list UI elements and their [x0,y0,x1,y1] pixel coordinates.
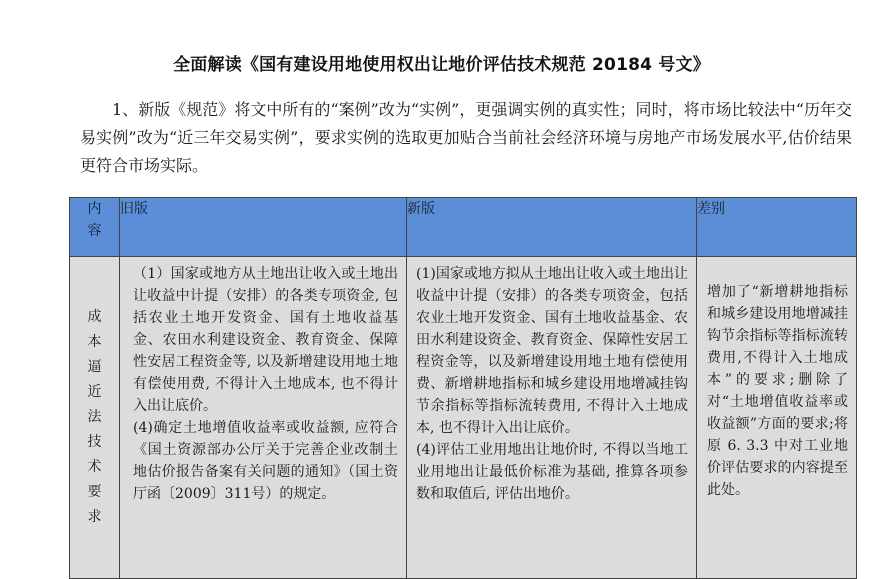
comparison-table [69,197,857,579]
table-header-row [70,198,857,257]
new-clause-4: (4)评估工业用地出让地价时, 不得以当地工业用地出让最低价标准为基础, 推算各项参数和取值后, 评估出地价。 [416,442,688,502]
old-version-cell [120,257,407,579]
row-label-cell [70,257,120,579]
header-difference: 差别 [697,198,857,257]
header-old-version: 旧版 [120,198,407,257]
header-new-version: 新版 [407,198,697,257]
header-content-label: 内 容 [87,201,102,239]
intro-paragraph: 1、新版《规范》将文中所有的“案例”改为“实例”，更强调实例的真实性；同时，将市场比较法中“历年交易实例”改为“近三年交易实例”，要求实例的选取更加贴合当前社会经济环境与房地产市场发展水平,估价结果更符合市场实际。 [80,100,852,175]
new-clause-1: (1)国家或地方拟从土地出让收入或土地出让收益中计提（安排）的各类专项资金，包括农业土地开发资金、国有土地收益基金、农田水利建设资金、教育资金、保障性安居工程资金等，以及新增建设用地土地有偿使用费、新增耕地指标和城乡建设用地增减挂钩节余指标等指标流转费用, 不得计入土地成本, 也不得计入出让底价。 [416,266,688,436]
row-label: 成 本 逼 近 法 技 术 要 求 [87,309,102,525]
difference-cell [697,257,857,579]
old-clause-4: (4)确定土地增值收益率或收益额, 应符合《国土资源部办公厅关于完善企业改制土地估价报告备案有关问题的通知》（国土资厅函〔2009〕311号）的规定。 [133,420,398,502]
old-clause-1: （1）国家或地方从土地出让收入或土地出让收益中计提（安排）的各类专项资金, 包括农业土地开发资金、国有土地收益基金、农田水利建设资金、教育资金、保障性安居工程资金等, 以及新增建设用地土地有偿使用费, 不得计入土地成本, 也不得计入出让底价。 [133,266,398,414]
table-row [70,257,857,579]
new-version-cell [407,257,697,579]
document-title: 全面解读《国有建设用地使用权出让地价评估技术规范 20184 号文》 [173,55,710,75]
difference-text: 增加了“新增耕地指标和城乡建设用地增减挂钩节余指标等指标流转费用,不得计入土地成本”的要求;删除了对“土地增值收益率或收益额”方面的要求;将原 6. 3.3 中对工业地价评估要求的内容提至此处。 [707,284,848,498]
header-content [70,198,120,257]
